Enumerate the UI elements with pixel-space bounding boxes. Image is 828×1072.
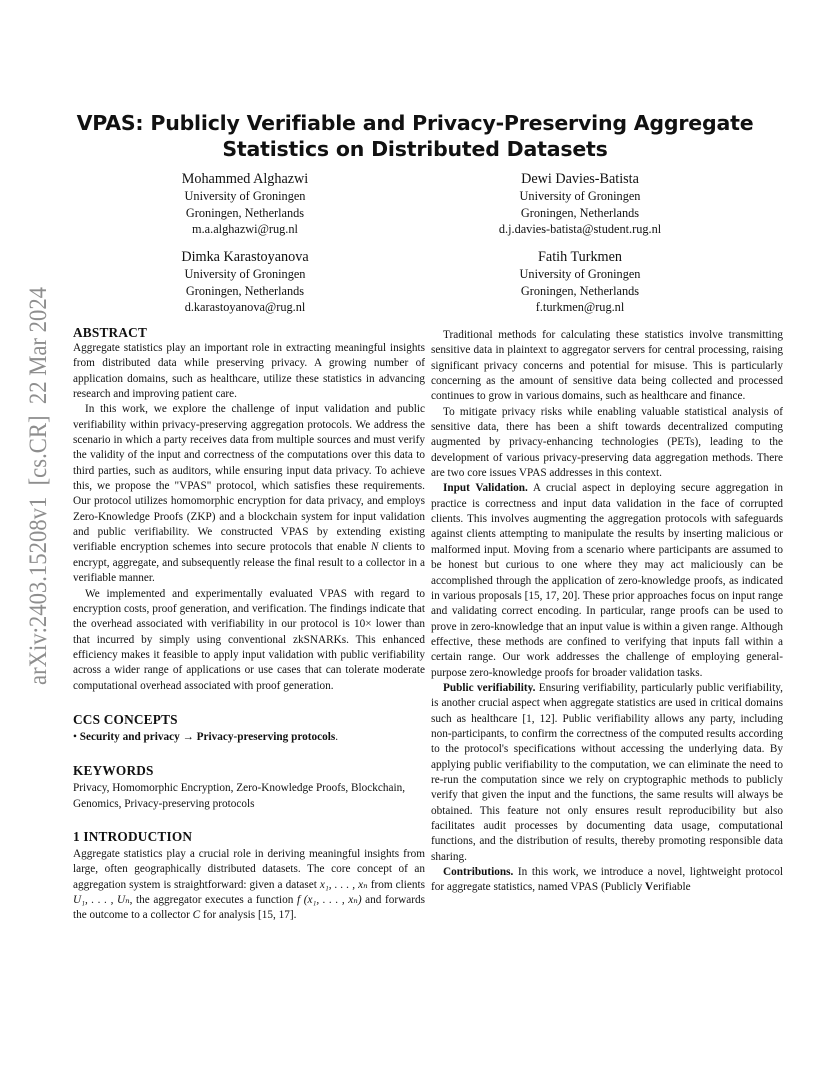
- ccs-subconcept: Privacy-preserving protocols: [196, 730, 336, 743]
- body-text: erifiable: [653, 881, 691, 894]
- title-line-1: VPAS: Publicly Verifiable and Privacy-Preserving Aggregate: [76, 111, 754, 135]
- intro-text: for analysis [15, 17].: [200, 909, 297, 922]
- author-affiliation: University of Groningen: [184, 189, 306, 203]
- author-email: m.a.alghazwi@rug.nl: [192, 222, 298, 236]
- author-affiliation: University of Groningen: [519, 267, 641, 281]
- intro-text: and forwards the outcome to a collector: [73, 893, 425, 922]
- body-paragraph: [431, 681, 783, 865]
- abstract-paragraph: [73, 402, 425, 586]
- intro-text: from clients: [367, 878, 425, 891]
- author-name: Fatih Turkmen: [538, 249, 622, 265]
- paragraph-lead: Input Validation.: [443, 482, 528, 495]
- acronym-letter: V: [645, 881, 654, 894]
- author-affiliation: University of Groningen: [184, 267, 306, 281]
- author-name: Mohammed Alghazwi: [181, 171, 309, 187]
- math-clients: U₁, . . . , Uₙ: [73, 893, 130, 906]
- ccs-concept: Security and privacy: [79, 730, 180, 743]
- body-paragraph: [431, 481, 783, 680]
- arxiv-stamp: [22, 285, 52, 685]
- author-location: Groningen, Netherlands: [520, 205, 640, 220]
- keywords-text: Privacy, Homomorphic Encryption, Zero-Knowledge Proofs, Blockchain, Genomics, Privacy-preserving protocols: [73, 782, 406, 810]
- author-name: Dewi Davies-Batista: [521, 171, 639, 187]
- introduction-paragraph: [73, 847, 425, 924]
- author-location: Groningen, Netherlands: [185, 205, 305, 220]
- arxiv-identifier: arXiv:2403.15208v1 [cs.CR] 22 Mar 2024: [23, 285, 52, 685]
- left-column: [73, 324, 425, 924]
- ccs-bullet: •: [73, 730, 77, 743]
- body-text: In this work, we introduce a novel, lightweight protocol for aggregate statistics, named VPAS (Publicly: [431, 866, 783, 894]
- math-dataset: x₁, . . . , xₙ: [319, 878, 368, 891]
- body-paragraph: [431, 865, 783, 896]
- body-text: A crucial aspect in deploying secure aggregation in practice is correctness and input data validation in the face of corrupted clients. This involves augmenting the aggregation protocols with safeguards against clients attempting to manipulate the results by inserting malicious or malformed input. Moving from a scenario where participants are assumed to be honest but curious to one where they may act maliciously can be accomplished through the application of zero-knowledge proofs, as indicated in various proposals [15, 17, 20]. These prior approaches focus on input range and validating correct encoding. In particular, range proofs can be used to prove in zero-knowledge that an input value is within a given range. Although effective, these methods are confined to verifying that inputs fall within a certain range. Our work addresses the challenge of employing general-purpose zero-knowledge proofs for broader validation tasks.: [431, 482, 784, 679]
- right-column: [431, 328, 783, 896]
- paper-title: [70, 110, 760, 162]
- author-block: [450, 170, 710, 238]
- ccs-period: .: [335, 730, 339, 743]
- ccs-concepts: [73, 730, 425, 745]
- author-email: f.turkmen@rug.nl: [535, 300, 625, 314]
- author-name: Dimka Karastoyanova: [181, 249, 309, 265]
- intro-text: , the aggregator executes a function: [129, 893, 297, 906]
- math-variable: N: [370, 541, 379, 554]
- author-email: d.j.davies-batista@student.rug.nl: [498, 222, 662, 236]
- author-block: [115, 170, 375, 238]
- abstract-paragraph: Aggregate statistics play an important role in extracting meaningful insights from distributed data while preserving privacy. A growing number of application domains, such as healthcare, utilize these statistics in advancing research and improving patient care.: [73, 342, 425, 401]
- body-text: Ensuring verifiability, particularly public verifiability, is another crucial aspect when aggregate statistics are used in critical domains such as healthcare [1, 12]. Public verifiability allows any party, including non-participants, to confirm the correctness of the computed results according to the protocol's specifications without accessing the underlying data. By applying public verifiability to the computation, we can eliminate the need to re-run the computation since we rely on cryptographic methods to publicly verify that given the input and the functions, the same results will always be obtained. This feature not only ensures result reproducibility but also facilitates audit processes by documenting data usage, computational functions, and the distribution of results, thereby promoting responsible data sharing.: [431, 681, 783, 863]
- author-location: Groningen, Netherlands: [185, 283, 305, 298]
- ccs-arrow: →: [182, 730, 194, 743]
- math-function: f (x₁, . . . , xₙ): [297, 893, 362, 906]
- title-line-2: Statistics on Distributed Datasets: [222, 137, 608, 161]
- abstract-text: clients to encrypt, aggregate, and subsequently release the final result to a collector in a verifiable manner.: [73, 541, 425, 585]
- paragraph-lead: Contributions.: [443, 866, 514, 879]
- author-email: d.karastoyanova@rug.nl: [184, 300, 306, 314]
- body-paragraph: Traditional methods for calculating these statistics involve transmitting sensitive data in plaintext to aggregator servers for central processing, raising significant privacy concerns and potential for misuse. This is particularly concerning as the amount of sensitive data being collected and processed continues to grow in various domains, such as healthcare and finance.: [431, 329, 783, 403]
- intro-text: Aggregate statistics play a crucial role in deriving meaningful insights from large, often geographically distributed datasets. The core concept of an aggregation system is straightforward: given a dataset: [73, 847, 425, 891]
- body-paragraph: To mitigate privacy risks while enabling valuable statistical analysis of sensitive data, there has been a shift towards decentralized computing augmented by privacy-enhancing technologies (PETs), leading to the development of various privacy-preserving data aggregation methods. There are two core issues VPAS addresses in this context.: [431, 405, 783, 480]
- author-block: [115, 248, 375, 316]
- ccs-heading: CCS CONCEPTS: [73, 711, 178, 727]
- math-collector: C: [192, 909, 201, 922]
- abstract-text: In this work, we explore the challenge of input validation and public verifiability within privacy-preserving aggregation protocols. We address the scenario in which a party receives data from multiple sources and must verify the validity of the input and correctness of the computations over this data to third parties, such as auditors, while ensuring input data privacy. To achieve this, we propose the "VPAS" protocol, which satisfies these requirements. Our protocol utilizes homomorphic encryption for data privacy, and employs Zero-Knowledge Proofs (ZKP) and a blockchain system for input validation and public verifiability. We constructed VPAS by extending existing verifiable encryption schemes into secure protocols that enable: [73, 403, 425, 554]
- abstract-paragraph: We implemented and experimentally evaluated VPAS with regard to encryption costs, proof generation, and verification. The findings indicate that the overhead associated with verifiability in our protocol is 10× lower than that incurred by simply using conventional zkSNARKs. This enhanced efficiency makes it feasible to apply input validation with public verifiability across a wider range of applications or use cases that can tolerate moderate computational overhead associated with proof generation.: [73, 587, 425, 692]
- keywords-heading: KEYWORDS: [73, 763, 154, 779]
- author-location: Groningen, Netherlands: [520, 283, 640, 298]
- paragraph-lead: Public verifiability.: [443, 681, 536, 694]
- author-block: [450, 248, 710, 316]
- author-affiliation: University of Groningen: [519, 189, 641, 203]
- introduction-heading: 1 INTRODUCTION: [73, 828, 193, 844]
- abstract-heading: ABSTRACT: [73, 325, 148, 340]
